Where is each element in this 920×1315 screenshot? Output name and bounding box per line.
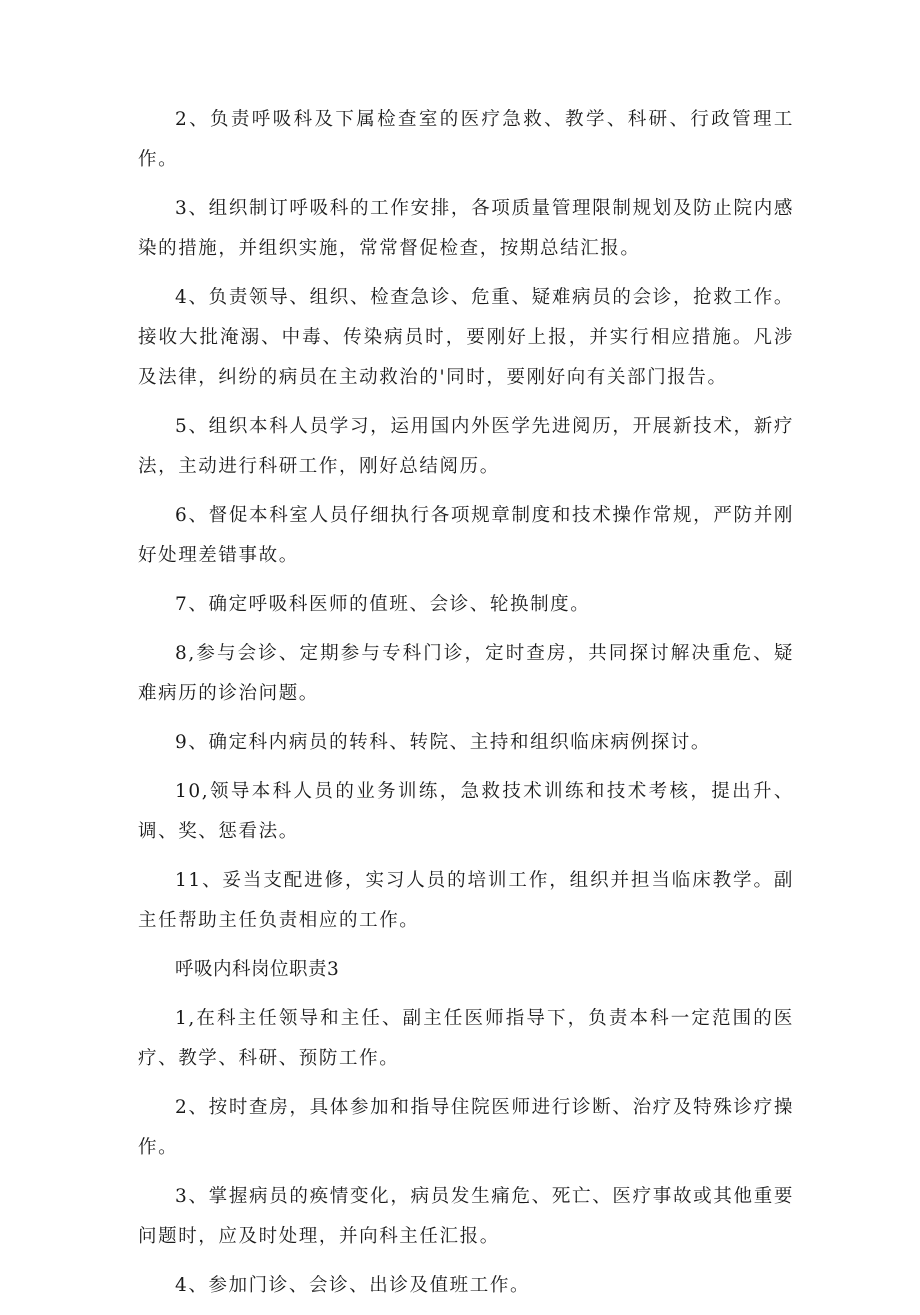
section-duty-item-2: 2、按时查房，具体参加和指导住院医师进行诊断、治疗及特殊诊疗操作。 <box>138 1097 794 1158</box>
duty-item-10: 10,领导本科人员的业务训练，急救技术训练和技术考核，提出升、调、奖、惩看法。 <box>138 781 794 842</box>
duty-item-2: 2、负责呼吸科及下属检查室的医疗急救、教学、科研、行政管理工作。 <box>138 109 794 170</box>
duty-item-7: 7、确定呼吸科医师的值班、会诊、轮换制度。 <box>175 594 591 615</box>
duty-item-6: 6、督促本科室人员仔细执行各项规章制度和技术操作常规，严防并刚好处理差错事故。 <box>138 505 794 566</box>
document-body <box>138 100 794 1315</box>
section-duty-item-4: 4、参加门诊、会诊、出诊及值班工作。 <box>175 1275 531 1296</box>
duty-item-5: 5、组织本科人员学习，运用国内外医学先进阅历，开展新技术，新疗法，主动进行科研工作，刚好总结阅历。 <box>138 416 794 477</box>
duty-item-11: 11、妥当支配进修，实习人员的培训工作，组织并担当临床教学。副主任帮助主任负责相应的工作。 <box>138 870 794 931</box>
section-duty-item-1: 1,在科主任领导和主任、副主任医师指导下，负责本科一定范围的医疗、教学、科研、预防工作。 <box>138 1008 794 1069</box>
duty-item-8: 8,参与会诊、定期参与专科门诊，定时查房，共同探讨解决重危、疑难病历的诊治问题。 <box>138 643 794 704</box>
duty-item-4: 4、负责领导、组织、检查急诊、危重、疑难病员的会诊，抢救工作。接收大批淹溺、中毒、传染病员时，要刚好上报，并实行相应措施。凡涉及法律，纠纷的病员在主动救治的'同时，要刚好向有关部门报告。 <box>138 287 794 388</box>
duty-item-9: 9、确定科内病员的转科、转院、主持和组织临床病例探讨。 <box>175 732 711 753</box>
section-duty-item-3: 3、掌握病员的痪情变化，病员发生痛危、死亡、医疗事故或其他重要问题时，应及时处理，并向科主任汇报。 <box>138 1186 794 1247</box>
duty-item-3: 3、组织制订呼吸科的工作安排，各项质量管理限制规划及防止院内感染的措施，并组织实施，常常督促检查，按期总结汇报。 <box>138 198 794 259</box>
section-heading: 呼吸内科岗位职责3 <box>175 959 340 980</box>
